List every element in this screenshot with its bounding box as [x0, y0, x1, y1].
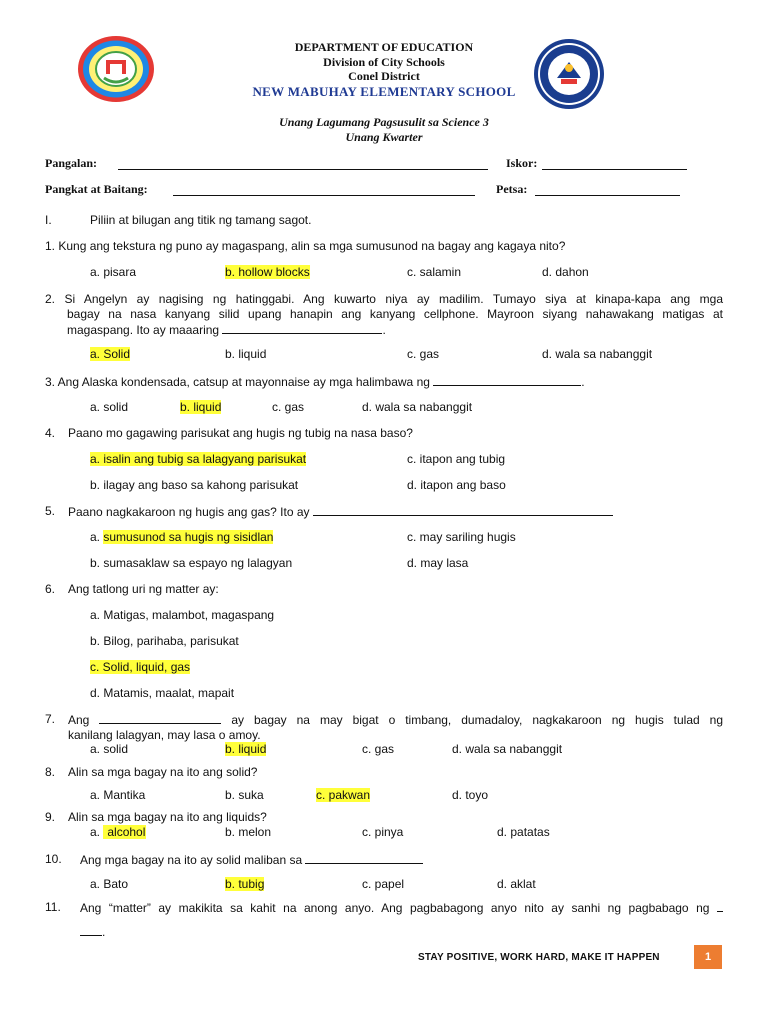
name-label: Pangalan: — [45, 156, 98, 170]
q7-text-after: ay bagay na may bigat o timbang, dumadaloy, nagkakaroon ng hugis tulad ng — [231, 713, 724, 727]
q4-choice-c[interactable]: c. itapon ang tubig — [407, 452, 506, 466]
instruction-text: Piliin at bilugan ang titik ng tamang sagot. — [90, 213, 312, 227]
q9-choice-a-letter: a. — [90, 825, 101, 839]
question-10-text — [80, 852, 423, 867]
question-3-text: 3. Ang Alaska kondensada, catsup at mayonnaise ay mga halimbawa ng . — [45, 375, 585, 389]
q5-text: Paano nagkakaroon ng hugis ang gas? Ito ay — [68, 505, 310, 519]
q6-number: 6. — [45, 582, 56, 596]
q2-line-2: bagay na nasa kanyang silid upang hanapin ang kanyang cellphone. Mayroon siyang nahawakang matigas at — [67, 307, 723, 321]
q3-choice-d[interactable]: d. wala sa nabanggit — [362, 400, 473, 414]
score-label: Iskor: — [506, 156, 538, 170]
q3-answer-blank — [433, 374, 581, 386]
q5-answer-blank — [313, 504, 613, 516]
q7-line-2: kanilang lalagyan, may lasa o amoy. — [68, 728, 261, 742]
quarter-title: Unang Kwarter — [345, 130, 423, 144]
q8-choice-b[interactable]: b. suka — [225, 788, 264, 802]
q2-answer-blank — [222, 322, 382, 334]
q2-choice-c[interactable]: c. gas — [407, 347, 440, 361]
q9-choice-a-text: alcohol — [103, 825, 146, 839]
q10-choice-d[interactable]: d. aklat — [497, 877, 536, 891]
q1-choice-d[interactable]: d. dahon — [542, 265, 589, 279]
q5-choice-b[interactable]: b. sumasaklaw sa espayo ng lalagyan — [90, 556, 293, 570]
q11-text: Ang “matter” ay makikita sa kahit na anong anyo. Ang pagbabagong anyo nito ay sanhi ng pagbabago ng — [80, 901, 710, 915]
q7-choice-c[interactable]: c. gas — [362, 742, 395, 756]
q8-number: 8. — [45, 765, 56, 779]
q10-answer-blank — [305, 852, 423, 864]
q1-choice-a[interactable]: a. pisara — [90, 265, 137, 279]
question-9-text: Alin sa mga bagay na ito ang liquids? — [68, 810, 267, 824]
q3-choice-a[interactable]: a. solid — [90, 400, 129, 414]
q9-choice-a[interactable] — [90, 825, 146, 839]
question-7-text — [68, 712, 723, 743]
q8-choice-a[interactable]: a. Mantika — [90, 788, 146, 802]
school-name-heading: NEW MABUHAY ELEMENTARY SCHOOL — [252, 84, 516, 99]
q2-line-1: 2. Si Angelyn ay nagising ng hatinggabi. Ang kuwarto niya ay madilim. Tumayo siya at kinapa-kapa ang mga — [45, 292, 723, 306]
q11-number: 11. — [45, 900, 61, 914]
q1-choice-c[interactable]: c. salamin — [407, 265, 462, 279]
q2-choice-a[interactable]: a. Solid — [90, 347, 131, 361]
q9-number: 9. — [45, 810, 56, 824]
question-5-text — [68, 504, 613, 519]
question-4-text: Paano mo gagawing parisukat ang hugis ng tubig na nasa baso? — [68, 426, 413, 440]
q2-line-3: magaspang. Ito ay maaaring — [67, 323, 220, 337]
question-8-text: Alin sa mga bagay na ito ang solid? — [68, 765, 258, 779]
name-field[interactable] — [118, 157, 488, 170]
q4-choice-d[interactable]: d. itapon ang baso — [407, 478, 506, 492]
division-heading: Division of City Schools — [323, 55, 445, 69]
q5-choice-c[interactable]: c. may sariling hugis — [407, 530, 516, 544]
q10-text: Ang mga bagay na ito ay solid maliban sa — [80, 853, 303, 867]
q3-text: 3. Ang Alaska kondensada, catsup at mayonnaise ay mga halimbawa ng — [45, 375, 430, 389]
q5-choice-a-text: sumusunod sa hugis ng sisidlan — [103, 530, 274, 544]
q9-choice-b[interactable]: b. melon — [225, 825, 272, 839]
q6-choice-d[interactable]: d. Matamis, maalat, mapait — [90, 686, 235, 700]
q4-number: 4. — [45, 426, 56, 440]
q7-choice-a[interactable]: a. solid — [90, 742, 129, 756]
section-field[interactable] — [173, 183, 475, 196]
q6-choice-b[interactable]: b. Bilog, parihaba, parisukat — [90, 634, 239, 648]
q11-line-2-end: . — [102, 925, 106, 939]
q10-choice-c[interactable]: c. papel — [362, 877, 405, 891]
q10-number: 10. — [45, 852, 62, 866]
section-label: Pangkat at Baitang: — [45, 182, 148, 196]
footer-motto: STAY POSITIVE, WORK HARD, MAKE IT HAPPEN — [418, 952, 660, 963]
q4-choice-a[interactable]: a. isalin ang tubig sa lalagyang parisukat — [90, 452, 307, 466]
score-field[interactable] — [542, 157, 687, 170]
q2-choice-b[interactable]: b. liquid — [225, 347, 267, 361]
q10-choice-b[interactable]: b. tubig — [225, 877, 265, 891]
q11-answer-blank-end — [80, 924, 102, 936]
q5-choice-d[interactable]: d. may lasa — [407, 556, 469, 570]
q8-choice-c[interactable]: c. pakwan — [316, 788, 371, 802]
q9-choice-c[interactable]: c. pinya — [362, 825, 404, 839]
q4-choice-b[interactable]: b. ilagay ang baso sa kahong parisukat — [90, 478, 299, 492]
question-1-text: 1. Kung ang tekstura ng puno ay magaspang, alin sa mga sumusunod na bagay ang kagaya nito? — [45, 239, 566, 253]
q7-answer-blank — [99, 712, 221, 724]
q5-number: 5. — [45, 504, 56, 518]
q5-choice-a[interactable] — [90, 530, 273, 544]
date-field[interactable] — [535, 183, 680, 196]
q3-choice-b[interactable]: b. liquid — [180, 400, 222, 414]
test-title: Unang Lagumang Pagsusulit sa Science 3 — [279, 115, 489, 129]
question-11-text — [80, 900, 723, 940]
q6-choice-a[interactable]: a. Matigas, malambot, magaspang — [90, 608, 275, 622]
q8-choice-d[interactable]: d. toyo — [452, 788, 489, 802]
q6-choice-c[interactable]: c. Solid, liquid, gas — [90, 660, 191, 674]
q1-choice-b[interactable]: b. hollow blocks — [225, 265, 310, 279]
question-6-text: Ang tatlong uri ng matter ay: — [68, 582, 219, 596]
q5-choice-a-letter: a. — [90, 530, 101, 544]
q7-choice-b[interactable]: b. liquid — [225, 742, 267, 756]
q7-choice-d[interactable]: d. wala sa nabanggit — [452, 742, 563, 756]
question-2-text: 2. Si Angelyn ay nagising ng hatinggabi. Ang kuwarto niya ay madilim. Tumayo siya at kinapa-kapa ang mga bagay na nasa kanyang silid upang hanapin ang kanyang cellphone. Mayroon siyang nahawakang matigas at magaspang. Ito ay maaaring . — [45, 292, 723, 337]
instruction-numeral: I. — [45, 213, 52, 227]
q9-choice-d[interactable]: d. patatas — [497, 825, 550, 839]
department-heading: DEPARTMENT OF EDUCATION — [294, 40, 474, 54]
q7-word-1: Ang — [68, 713, 90, 727]
q2-choice-d[interactable]: d. wala sa nabanggit — [542, 347, 653, 361]
q7-number: 7. — [45, 712, 56, 726]
q11-answer-blank-start — [717, 900, 723, 912]
q3-choice-c[interactable]: c. gas — [272, 400, 305, 414]
district-heading: Conel District — [348, 69, 420, 83]
page-number-badge: 1 — [694, 945, 722, 969]
q10-choice-a[interactable]: a. Bato — [90, 877, 129, 891]
date-label: Petsa: — [496, 182, 528, 196]
